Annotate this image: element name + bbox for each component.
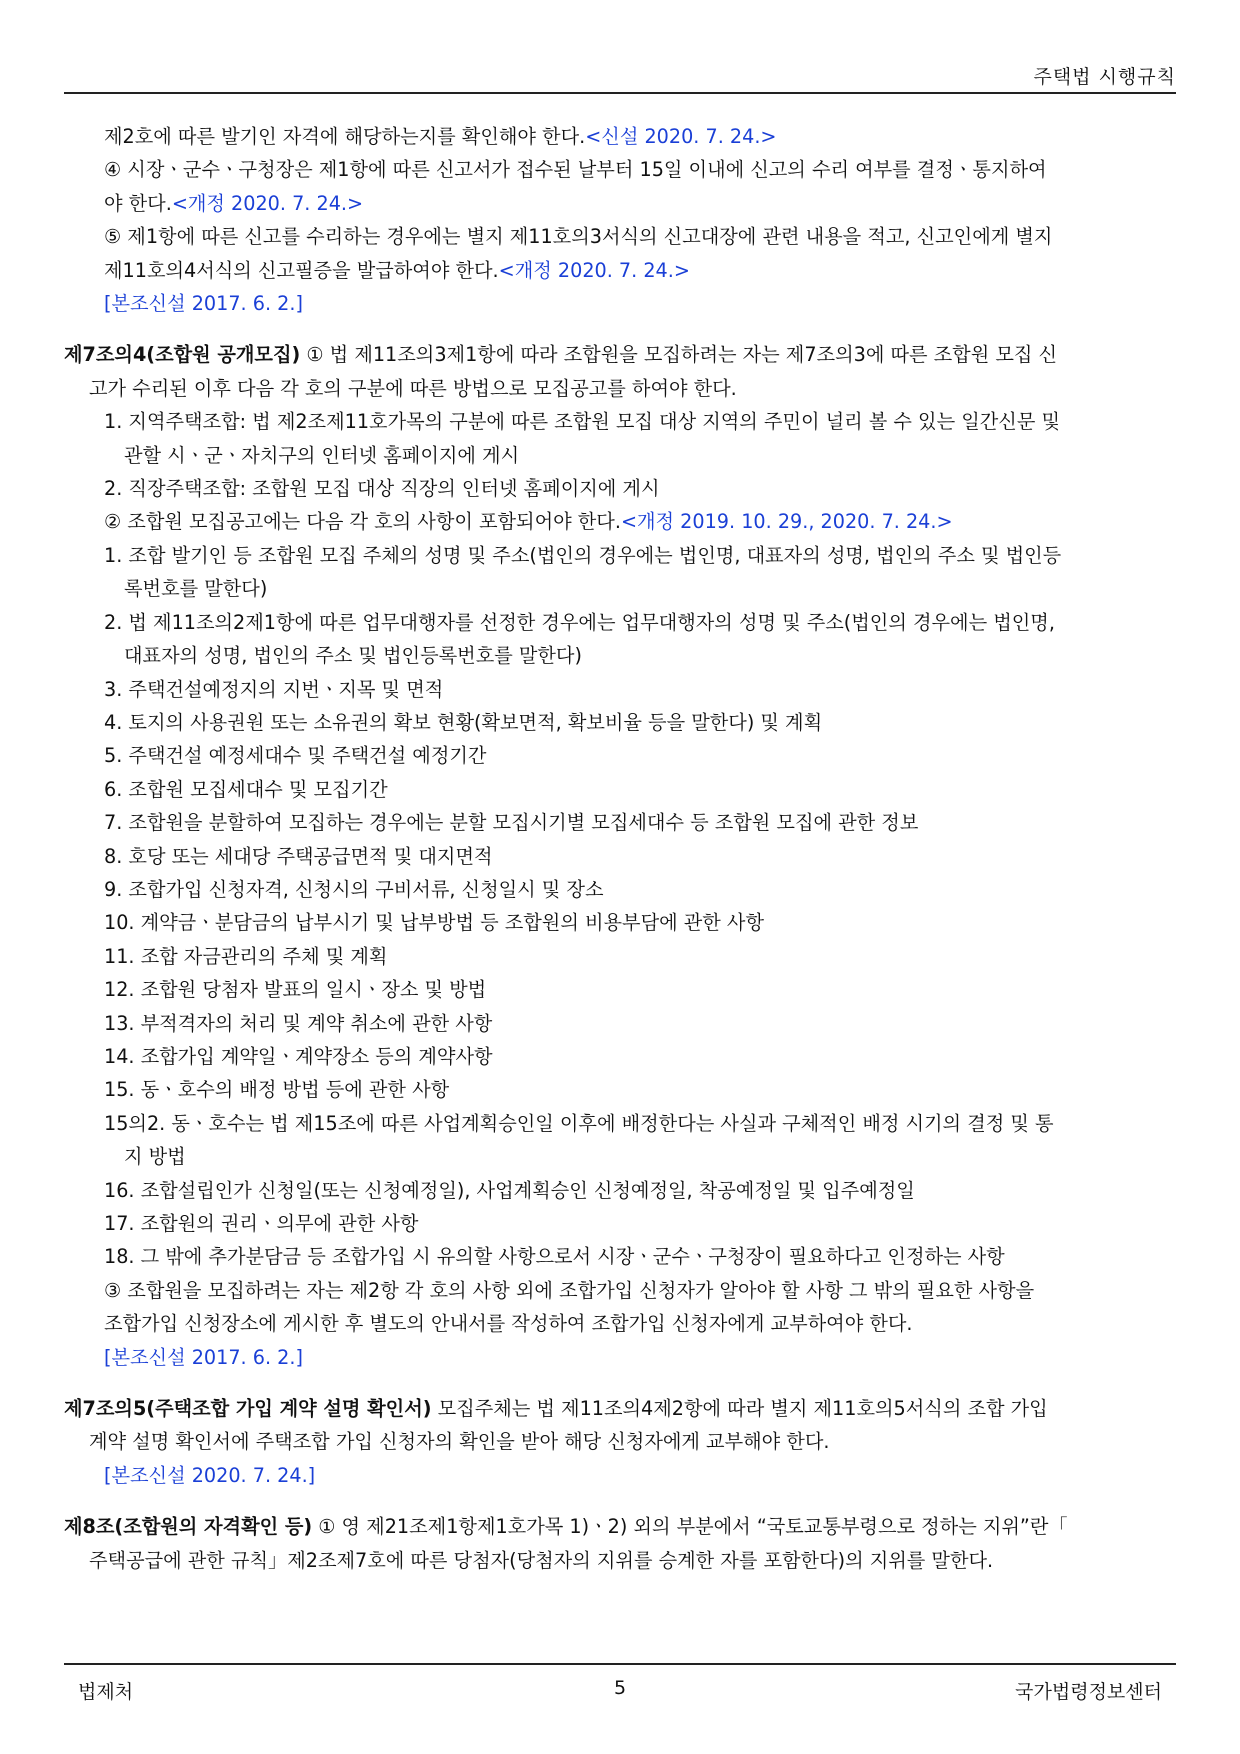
page-header [64, 58, 1176, 94]
section-gap [64, 1374, 1176, 1392]
line-text: 야 한다. [104, 191, 172, 215]
article-title: 제7조의5(주택조합 가입 계약 설명 확인서) [64, 1397, 432, 1421]
footer-publisher: 법제처 [78, 1681, 134, 1703]
amendment-note: <신설 2020. 7. 24.> [585, 125, 777, 148]
line-text: ⑤ 제1항에 따른 신고를 수리하는 경우에는 별지 제11호의3서식의 신고대장에 관련 내용을 적고, 신고인에게 별지 [104, 225, 1053, 249]
amendment-note: <개정 2020. 7. 24.> [171, 191, 364, 215]
text-line [64, 1073, 1176, 1106]
line-text: 1. 지역주택조합: 법 제2조제11호가목의 구분에 따른 조합원 모집 대상 지역의 주민이 널리 볼 수 있는 일간신문 및 [104, 410, 1060, 434]
text-line [64, 338, 1176, 371]
line-text: 록번호를 말한다) [124, 577, 268, 601]
line-text: 10. 계약금ㆍ분담금의 납부시기 및 납부방법 등 조합원의 비용부담에 관한 사항 [104, 911, 764, 935]
line-text: 18. 그 밖에 추가분담금 등 조합가입 시 유의할 사항으로서 시장ㆍ군수ㆍ구청장이 필요하다고 인정하는 사항 [104, 1245, 1005, 1269]
line-text: 12. 조합원 당첨자 발표의 일시ㆍ장소 및 방법 [104, 978, 487, 1002]
section-gap [64, 1492, 1176, 1510]
text-line [64, 739, 1176, 772]
text-line [64, 806, 1176, 839]
article-title: 제7조의4(조합원 공개모집) [64, 343, 301, 367]
line-text: 15. 동ㆍ호수의 배정 방법 등에 관한 사항 [104, 1078, 450, 1102]
text-line [64, 1207, 1176, 1240]
page-footer [64, 1663, 1176, 1703]
line-text: 14. 조합가입 계약일ㆍ계약장소 등의 계약사항 [104, 1044, 493, 1068]
text-line [64, 372, 1176, 405]
line-text: 조합가입 신청장소에 게시한 후 별도의 안내서를 작성하여 조합가입 신청자에게 교부하여야 한다. [104, 1312, 913, 1336]
text-line [64, 873, 1176, 906]
text-line [64, 1544, 1176, 1577]
line-text: 주택공급에 관한 규칙」제2조제7호에 따른 당첨자(당첨자의 지위를 승계한 자를 포함한다)의 지위를 말한다. [89, 1548, 994, 1572]
text-line [64, 773, 1176, 806]
text-line [64, 1007, 1176, 1040]
line-text: 2. 법 제11조의2제1항에 따른 업무대행자를 선정한 경우에는 업무대행자의 성명 및 주소(법인의 경우에는 법인명, [104, 610, 1055, 634]
text-line [64, 187, 1176, 220]
line-text: ① 법 제11조의3제1항에 따라 조합원을 모집하려는 자는 제7조의3에 따른 조합원 모집 신 [300, 343, 1058, 367]
text-line [64, 153, 1176, 186]
line-text: 11. 조합 자금관리의 주체 및 계획 [104, 944, 388, 968]
line-text: 6. 조합원 모집세대수 및 모집기간 [104, 777, 388, 801]
text-line [64, 505, 1176, 538]
page-number: 5 [613, 1677, 627, 1699]
text-line [64, 673, 1176, 706]
line-text: 15의2. 동ㆍ호수는 법 제15조에 따른 사업계획승인일 이후에 배정한다는 사실과 구체적인 배정 시기의 결정 및 통 [104, 1111, 1054, 1135]
line-text: 2. 직장주택조합: 조합원 모집 대상 직장의 인터넷 홈페이지에 게시 [104, 477, 660, 501]
footer-source: 국가법령정보센터 [1015, 1681, 1162, 1703]
text-line [64, 940, 1176, 973]
text-line [64, 472, 1176, 505]
text-line [64, 572, 1176, 605]
text-line [64, 287, 1176, 320]
text-line [64, 1107, 1176, 1140]
text-line [64, 1459, 1176, 1492]
line-text: 7. 조합원을 분할하여 모집하는 경우에는 분할 모집시기별 모집세대수 등 조합원 모집에 관한 정보 [104, 811, 919, 835]
text-line [64, 840, 1176, 873]
text-line [64, 1174, 1176, 1207]
text-line [64, 1274, 1176, 1307]
text-line [64, 1140, 1176, 1173]
text-line [64, 1040, 1176, 1073]
line-text: 8. 호당 또는 세대당 주택공급면적 및 대지면적 [104, 844, 493, 868]
article-title: 제8조(조합원의 자격확인 등) [64, 1515, 313, 1539]
amendment-note: [본조신설 2020. 7. 24.] [104, 1463, 316, 1487]
text-line [64, 639, 1176, 672]
line-text: 고가 수리된 이후 다음 각 호의 구분에 따른 방법으로 모집공고를 하여야 한다. [89, 376, 737, 400]
text-line [64, 906, 1176, 939]
document-body [64, 120, 1176, 1577]
line-text: ② 조합원 모집공고에는 다음 각 호의 사항이 포함되어야 한다. [104, 510, 621, 534]
text-line [64, 1425, 1176, 1458]
text-line [64, 606, 1176, 639]
amendment-note: [본조신설 2017. 6. 2.] [104, 1345, 303, 1369]
line-text: 3. 주택건설예정지의 지번ㆍ지목 및 면적 [104, 677, 444, 701]
amendment-note: <개정 2020. 7. 24.> [498, 258, 690, 282]
line-text: 계약 설명 확인서에 주택조합 가입 신청자의 확인을 받아 해당 신청자에게 교부해야 한다. [89, 1430, 830, 1454]
section-gap [64, 320, 1176, 338]
line-text: ④ 시장ㆍ군수ㆍ구청장은 제1항에 따른 신고서가 접수된 날부터 15일 이내에 신고의 수리 여부를 결정ㆍ통지하여 [104, 158, 1047, 182]
text-line [64, 1341, 1176, 1374]
line-text: 5. 주택건설 예정세대수 및 주택건설 예정기간 [104, 744, 487, 768]
line-text: 16. 조합설립인가 신청일(또는 신청예정일), 사업계획승인 신청예정일, 착공예정일 및 입주예정일 [104, 1178, 915, 1202]
line-text: 4. 토지의 사용권원 또는 소유권의 확보 현황(확보면적, 확보비율 등을 말한다) 및 계획 [104, 710, 823, 734]
text-line [64, 706, 1176, 739]
text-line [64, 405, 1176, 438]
text-line [64, 1392, 1176, 1425]
line-text: 9. 조합가입 신청자격, 신청시의 구비서류, 신청일시 및 장소 [104, 877, 604, 901]
line-text: 제11호의4서식의 신고필증을 발급하여야 한다. [104, 258, 499, 282]
line-text: 1. 조합 발기인 등 조합원 모집 주체의 성명 및 주소(법인의 경우에는 법인명, 대표자의 성명, 법인의 주소 및 법인등 [104, 543, 1062, 567]
line-text: 13. 부적격자의 처리 및 계약 취소에 관한 사항 [104, 1011, 493, 1035]
amendment-note: [본조신설 2017. 6. 2.] [104, 292, 303, 316]
line-text: 관할 시ㆍ군ㆍ자치구의 인터넷 홈페이지에 게시 [124, 443, 520, 467]
line-text: ③ 조합원을 모집하려는 자는 제2항 각 호의 사항 외에 조합가입 신청자가 알아야 할 사항 그 밖의 필요한 사항을 [104, 1278, 1035, 1302]
line-text: 대표자의 성명, 법인의 주소 및 법인등록번호를 말한다) [124, 644, 582, 668]
line-text: 제2호에 따른 발기인 자격에 해당하는지를 확인해야 한다. [104, 125, 586, 148]
amendment-note: <개정 2019. 10. 29., 2020. 7. 24.> [620, 510, 953, 534]
line-text: 모집주체는 법 제11조의4제2항에 따라 별지 제11호의5서식의 조합 가입 [431, 1397, 1048, 1421]
text-line [64, 220, 1176, 253]
line-text: 지 방법 [124, 1145, 186, 1169]
text-line [64, 1307, 1176, 1340]
text-line [64, 439, 1176, 472]
document-title: 주택법 시행규칙 [1033, 66, 1176, 88]
line-text: ① 영 제21조제1항제1호가목 1)ㆍ2) 외의 부분에서 “국토교통부령으로 정하는 지위”란「 [312, 1515, 1068, 1539]
text-line [64, 539, 1176, 572]
text-line [64, 1510, 1176, 1543]
line-text: 17. 조합원의 권리ㆍ의무에 관한 사항 [104, 1212, 419, 1235]
text-line [64, 120, 1176, 153]
text-line [64, 254, 1176, 287]
text-line [64, 973, 1176, 1006]
text-line [64, 1240, 1176, 1273]
